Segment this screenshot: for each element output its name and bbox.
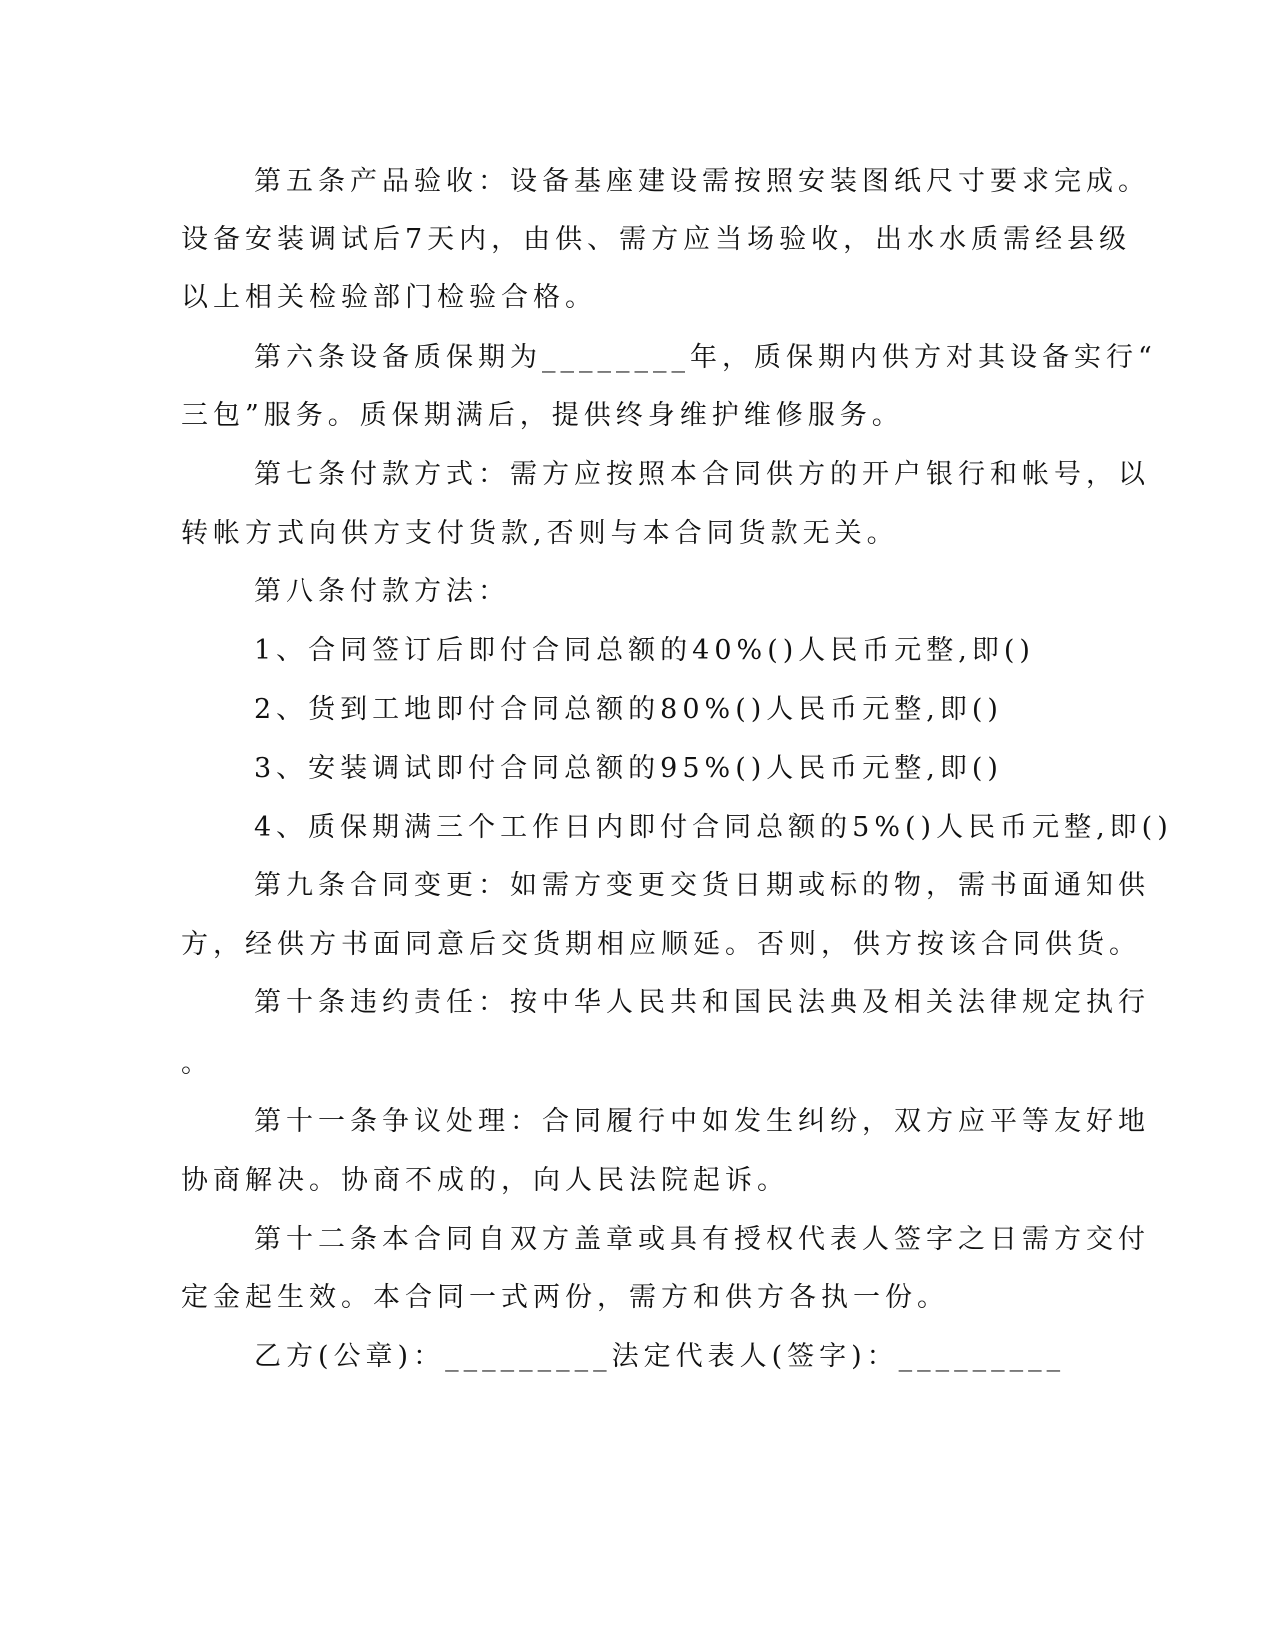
article-7-line-1: 第七条付款方式：需方应按照本合同供方的开户银行和帐号，以 [254, 459, 1150, 490]
article-5-line-2: 设备安装调试后7天内，由供、需方应当场验收，出水水质需经县级 [181, 224, 1132, 255]
article-5-line-3: 以上相关检验部门检验合格。 [181, 282, 597, 313]
article-10-line-2: 。 [181, 1048, 213, 1079]
article-5-line-1: 第五条产品验收：设备基座建设需按照安装图纸尺寸要求完成。 [254, 166, 1150, 197]
signature-line: 乙方(公章)：_________法定代表人(签字)：_________ [254, 1341, 1066, 1372]
article-12-line-2: 定金起生效。本合同一式两份，需方和供方各执一份。 [181, 1282, 949, 1313]
article-9-line-1: 第九条合同变更：如需方变更交货日期或标的物，需书面通知供 [254, 870, 1150, 901]
article-6-line-1: 第六条设备质保期为________年，质保期内供方对其设备实行“ [254, 342, 1157, 373]
article-10-line-1: 第十条违约责任：按中华人民共和国民法典及相关法律规定执行 [254, 987, 1150, 1018]
article-12-line-1: 第十二条本合同自双方盖章或具有授权代表人签字之日需方交付 [254, 1224, 1150, 1255]
payment-item-2: 2、货到工地即付合同总额的80%()人民币元整,即() [254, 694, 1003, 725]
payment-item-4: 4、质保期满三个工作日内即付合同总额的5%()人民币元整,即() [254, 812, 1173, 843]
article-9-line-2: 方，经供方书面同意后交货期相应顺延。否则，供方按该合同供货。 [181, 929, 1141, 960]
article-7-line-2: 转帐方式向供方支付货款,否则与本合同货款无关。 [181, 518, 899, 549]
payment-item-1: 1、合同签订后即付合同总额的40%()人民币元整,即() [254, 635, 1035, 666]
article-11-line-1: 第十一条争议处理：合同履行中如发生纠纷，双方应平等友好地 [254, 1106, 1150, 1137]
payment-item-3: 3、安装调试即付合同总额的95%()人民币元整,即() [254, 753, 1003, 784]
article-6-line-2: 三包”服务。质保期满后，提供终身维护维修服务。 [181, 400, 904, 431]
article-11-line-2: 协商解决。协商不成的，向人民法院起诉。 [181, 1165, 789, 1196]
article-8-heading: 第八条付款方法： [254, 576, 510, 607]
